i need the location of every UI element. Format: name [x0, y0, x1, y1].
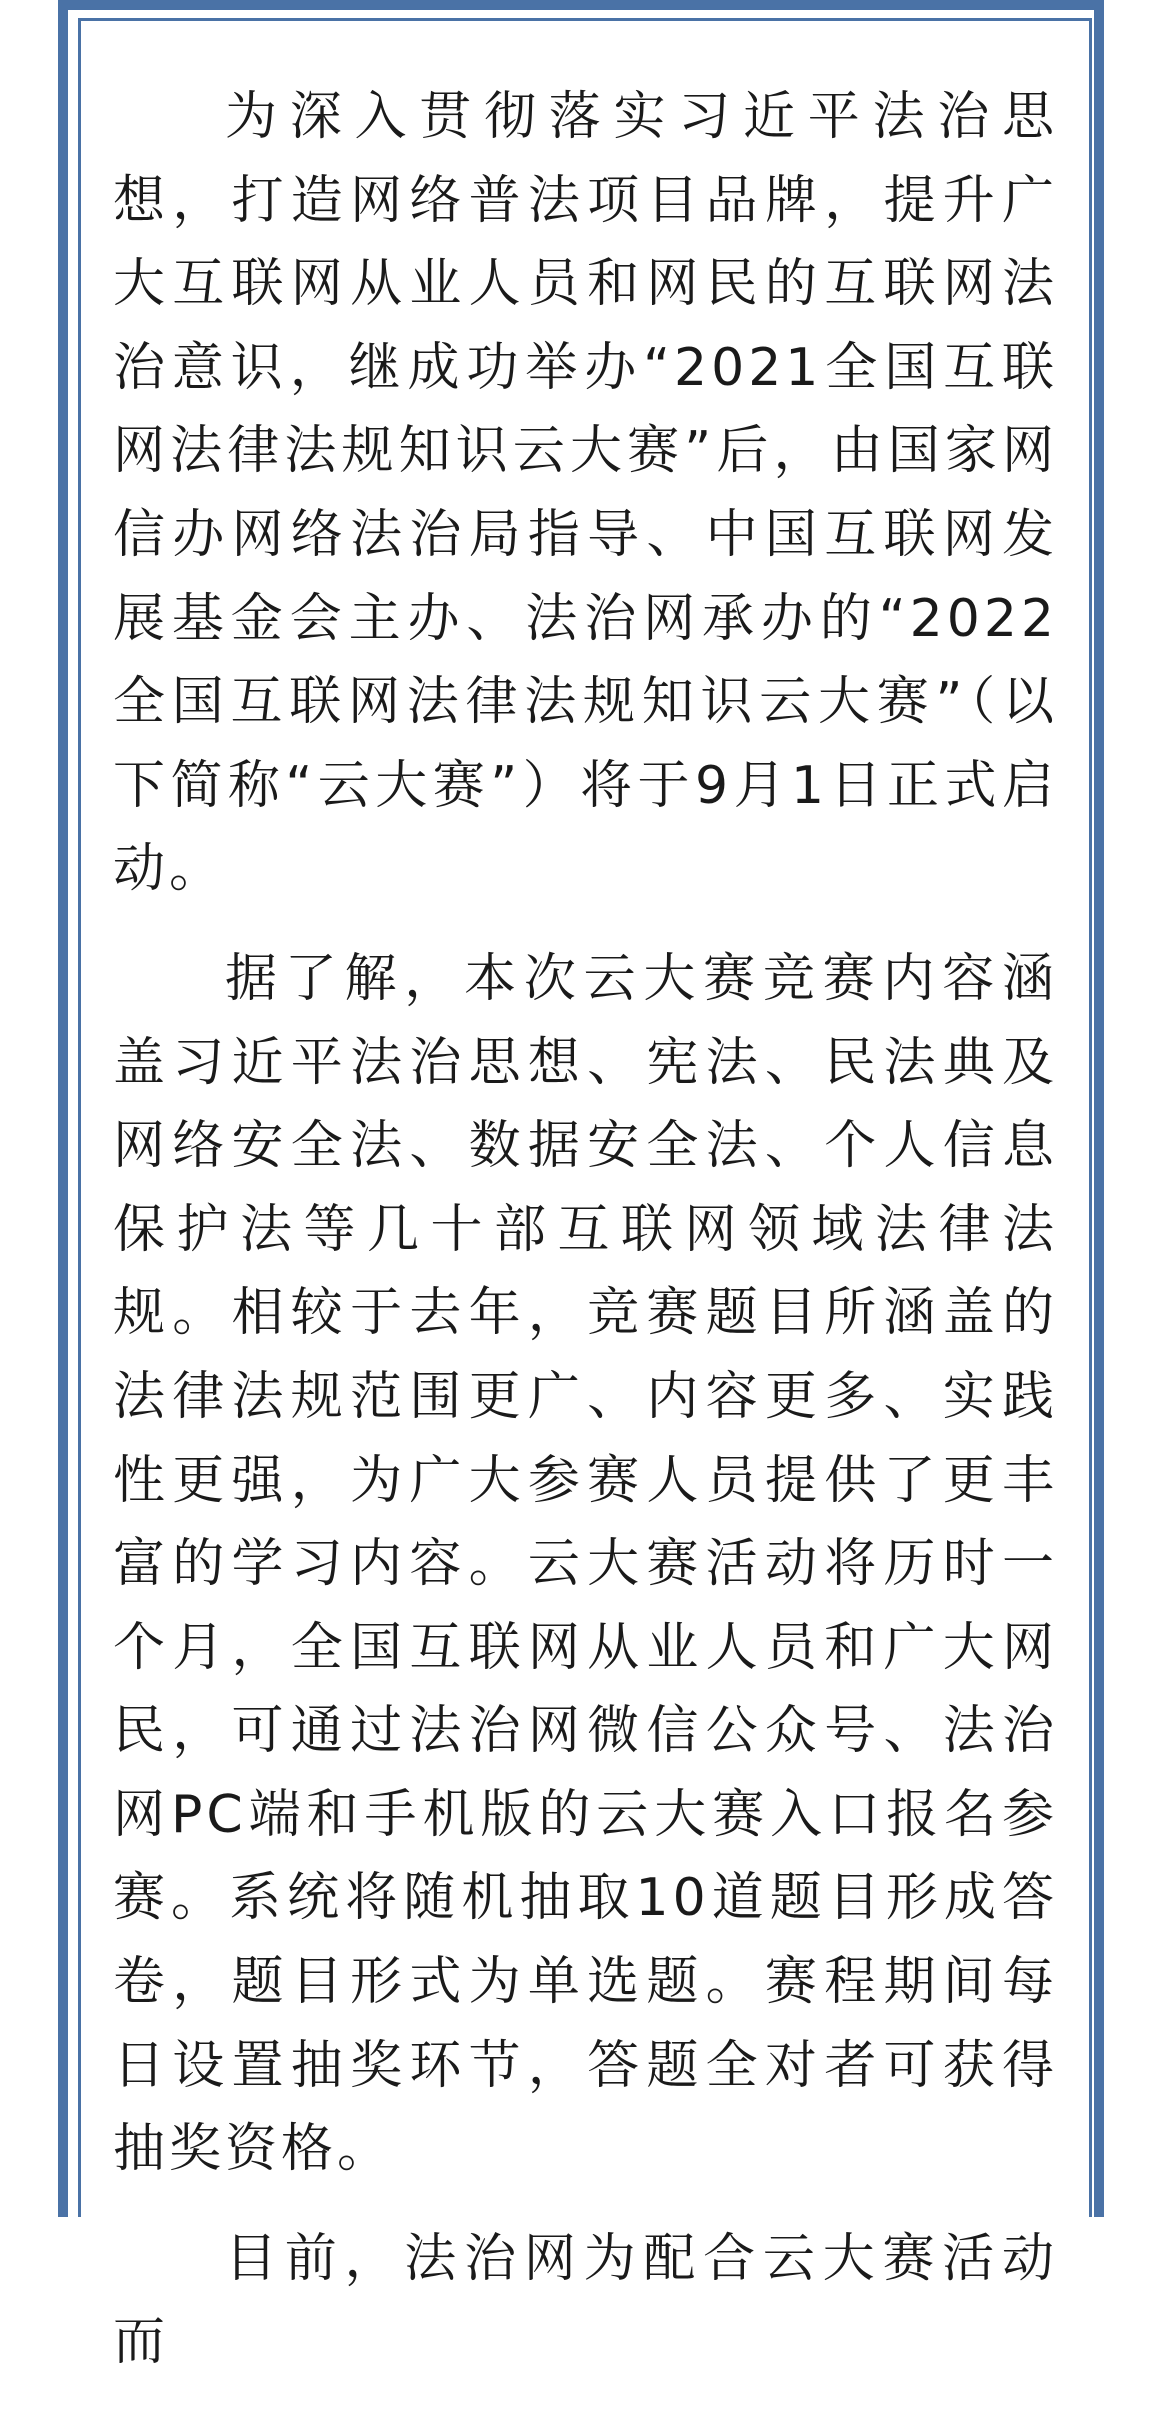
paragraph-current-status: 目前，法治网为配合云大赛活动而 [113, 2228, 1058, 2373]
paragraph-contest-details: 据了解，本次云大赛竞赛内容涵盖习近平法治思想、宪法、民法典及网络安全法、数据安全法、个人信息保护法等几十部互联网领域法律法规。相较于去年，竞赛题目所涵盖的法律法规范围更广、内容更多、实践性更强，为广大参赛人员提供了更丰富的学习内容。云大赛活动将历时一个月，全国互联网从业人员和广大网民，可通过法治网微信公众号、法治网PC端和手机版的云大赛入口报名参赛。系统将随机抽取10道题目形成答卷，题目形式为单选题。赛程期间每日设置抽奖环节，答题全对者可获得抽奖资格。 [113, 948, 1058, 2180]
article-body [113, 76, 1058, 2411]
paragraph-intro: 为深入贯彻落实习近平法治思想，打造网络普法项目品牌，提升广大互联网从业人员和网民的互联网法治意识，继成功举办“2021全国互联网法律法规知识云大赛”后，由国家网信办网络法治局指导、中国互联网发展基金会主办、法治网承办的“2022全国互联网法律法规知识云大赛”（以下简称“云大赛”）将于9月1日正式启动。 [113, 87, 1058, 900]
